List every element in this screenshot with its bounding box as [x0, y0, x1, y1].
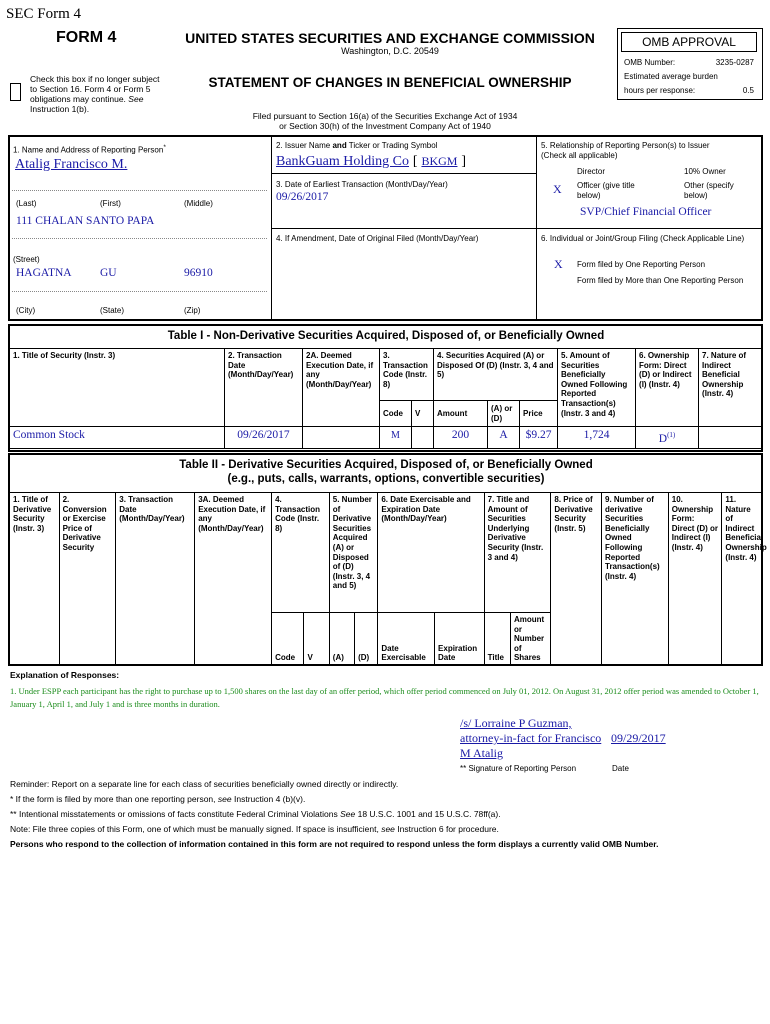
note-2-b: 18 U.S.C. 1001 and 15 U.S.C. 78ff(a). [357, 809, 501, 819]
note-3-a: Note: File three copies of this Form, one of which must be manually signed. If space is insufficient, [10, 824, 379, 834]
checkbox-see: See [128, 94, 144, 104]
note-1-b: Instruction 4 (b)(v). [234, 794, 306, 804]
t1-h-ownership-form: 6. Ownership Form: Direct (D) or Indirect (I) (Instr. 4) [636, 349, 699, 427]
t2-sub-exercisable: Date Exercisable [378, 613, 435, 666]
box4-label: 4. If Amendment, Date of Original Filed (Month/Day/Year) [276, 234, 479, 243]
omb-hours-label: hours per response: [624, 86, 696, 95]
form-label: FORM 4 [56, 29, 117, 46]
t2-sub-amount: Amount or Number of Shares [510, 613, 550, 666]
issuer-line [276, 152, 466, 170]
t1-row-nature [699, 427, 763, 449]
t1-row-amount: 200 [434, 427, 488, 449]
signature-label: ** Signature of Reporting Person [460, 764, 577, 773]
footnote-1: 1. Under ESPP each participant has the right to purchase up to 1,500 shares on the last day of an offer period, which offer period commenced on July 01, 2012. On August 31, 2012 offer period was amended to October 1, January 1, April 1, and July 1 and is three months in duration. [10, 686, 759, 709]
table2-title-2: (e.g., puts, calls, warrants, options, convertible securities) [227, 473, 545, 485]
t1-row-ad: A [488, 427, 520, 449]
one-person-check-mark: X [554, 257, 563, 271]
city-value: HAGATNA [16, 267, 72, 279]
other-option: Other (specify below) [684, 181, 734, 200]
t1-row-title: Common Stock [10, 427, 225, 449]
t1-h-securities: 4. Securities Acquired (A) or Disposed Of (D) (Instr. 3, 4 and 5) [434, 349, 558, 401]
statement-title: STATEMENT OF CHANGES IN BENEFICIAL OWNERSHIP [208, 75, 572, 90]
director-option: Director [577, 167, 606, 176]
filed-pursuant [180, 111, 590, 131]
filed-line-1: Filed pursuant to Section 16(a) of the Securities Exchange Act of 1934 [252, 111, 518, 121]
box5-label-1: 5. Relationship of Reporting Person(s) to Issuer [541, 141, 710, 150]
explanation-heading: Explanation of Responses: [10, 670, 120, 680]
signature-date: 09/29/2017 [611, 731, 666, 745]
t2-sub-code: Code [272, 613, 304, 666]
omb-burden-label: Estimated average burden [624, 72, 718, 81]
t2-h-deemed: 3A. Deemed Execution Date, if any (Month/Day/Year) [195, 493, 272, 666]
officer-check-mark: X [553, 182, 562, 196]
t1-h-code: 3. Transaction Code (Instr. 8) [380, 349, 434, 401]
note-3-see: see [381, 824, 395, 834]
signature[interactable] [460, 716, 601, 761]
omb-approval-box [617, 28, 763, 100]
signature-line-1: /s/ Lorraine P Guzman, [460, 716, 572, 730]
note-2-a: ** Intentional misstatements or omissions of facts constitute Federal Criminal Violations [10, 809, 338, 819]
table2 [9, 492, 767, 666]
issuer-name[interactable]: BankGuam Holding Co [276, 154, 409, 169]
t1-sub-code: Code [380, 401, 412, 427]
t2-h-owned: 9. Number of derivative Securities Beneficially Owned Following Reported Transaction(s) (Instr. 4) [602, 493, 669, 666]
t1-row-form-value: D [658, 432, 668, 445]
agency-city: Washington, D.C. 20549 [341, 46, 439, 56]
street-label: (Street) [13, 255, 40, 264]
checkbox-text: Check this box if no longer subject to Section 16. Form 4 or Form 5 obligations may continue. [30, 74, 160, 104]
t2-sub-a: (A) [329, 613, 354, 666]
last-label: (Last) [16, 199, 37, 208]
t1-sub-v: V [412, 401, 434, 427]
box2-label-and: and [332, 141, 347, 150]
t2-h-title: 1. Title of Derivative Security (Instr. 3) [10, 493, 60, 666]
t1-row-v [412, 427, 434, 449]
t1-sub-price: Price [520, 401, 558, 427]
t1-sub-amount: Amount [434, 401, 488, 427]
t1-row-deemed [303, 427, 380, 449]
t1-sub-ad: (A) or (D) [488, 401, 520, 427]
note-4: Persons who respond to the collection of information contained in this form are not required to respond unless the form displays a currently valid OMB Number. [10, 839, 659, 849]
t1-h-date: 2. Transaction Date (Month/Day/Year) [225, 349, 303, 427]
omb-hours-value: 0.5 [742, 86, 754, 95]
signature-line-3: M Atalig [460, 746, 504, 760]
filed-line-2: or Section 30(h) of the Investment Company Act of 1940 [279, 121, 491, 131]
box2-label-b: Ticker or Trading Symbol [348, 141, 438, 150]
table1-title: Table I - Non-Derivative Securities Acquired, Disposed of, or Beneficially Owned [167, 330, 605, 342]
signature-line-2: attorney-in-fact for Francisco [460, 731, 602, 745]
t1-h-title: 1. Title of Security (Instr. 3) [10, 349, 225, 427]
omb-title: OMB APPROVAL [621, 32, 757, 52]
t1-h-amount-owned: 5. Amount of Securities Beneficially Owned Following Reported Transaction(s) (Instr. 3 and 4) [558, 349, 636, 427]
box3-label: 3. Date of Earliest Transaction (Month/Day/Year) [276, 180, 448, 189]
note-1-a: * If the form is filed by more than one reporting person, [10, 794, 216, 804]
t1-h-nature: 7. Nature of Indirect Beneficial Ownership (Instr. 4) [699, 349, 763, 427]
t1-h-deemed: 2A. Deemed Execution Date, if any (Month/Day/Year) [303, 349, 380, 427]
note-3-b: Instruction 6 for procedure. [397, 824, 499, 834]
box6-label: 6. Individual or Joint/Group Filing (Check Applicable Line) [541, 234, 745, 243]
t2-sub-v: V [304, 613, 329, 666]
t1-row-code: M [380, 427, 412, 449]
t2-h-date: 3. Transaction Date (Month/Day/Year) [116, 493, 195, 666]
box1-label [13, 143, 166, 155]
ten-pct-owner-option: 10% Owner [684, 167, 726, 176]
box2-label-a: 2. Issuer Name [276, 141, 331, 150]
t2-h-conversion: 2. Conversion or Exercise Price of Derivative Security [59, 493, 116, 666]
t1-row-price: $9.27 [520, 427, 558, 449]
t1-row-form [636, 427, 699, 449]
t1-row-date: 09/26/2017 [225, 427, 303, 449]
t2-h-exercisable: 6. Date Exercisable and Expiration Date (Month/Day/Year) [378, 493, 484, 613]
city-label: (City) [16, 306, 36, 315]
box5-label [541, 141, 761, 160]
ticker-open: [ [412, 154, 418, 169]
t2-h-ownership-form: 10. Ownership Form: Direct (D) or Indirect (I) (Instr. 4) [668, 493, 722, 666]
more-person-option: Form filed by More than One Reporting Person [577, 276, 744, 285]
street-value: 111 CHALAN SANTO PAPA [16, 215, 155, 227]
reporting-person-name[interactable]: Atalig Francisco M. [15, 157, 128, 172]
earliest-transaction-date: 09/26/2017 [276, 191, 329, 203]
zip-label: (Zip) [184, 306, 201, 315]
ticker-close: ] [461, 154, 467, 169]
one-person-option: Form filed by One Reporting Person [577, 260, 706, 269]
middle-label: (Middle) [184, 199, 213, 208]
box5-label-2: (Check all applicable) [541, 150, 618, 160]
state-label: (State) [100, 306, 125, 315]
officer-option: Officer (give title below) [577, 181, 635, 200]
box1-label-text: 1. Name and Address of Reporting Person [13, 145, 164, 155]
document-title: SEC Form 4 [6, 6, 82, 22]
state-value: GU [100, 267, 117, 279]
note-2-see: See [340, 809, 356, 819]
box2-label [276, 141, 437, 151]
omb-number-label: OMB Number: [624, 58, 676, 67]
zip-value: 96910 [184, 267, 213, 279]
t1-row-owned: 1,724 [558, 427, 636, 449]
note-1 [10, 792, 765, 807]
first-label: (First) [100, 199, 121, 208]
t2-h-number: 5. Number of Derivative Securities Acquired (A) or Disposed of (D) (Instr. 3, 4 and 5) [329, 493, 378, 613]
t2-sub-expiration: Expiration Date [435, 613, 485, 666]
checkbox-label [30, 74, 162, 114]
box1-label-mark: * [163, 144, 166, 151]
t1-row-form-footnote: (1) [667, 431, 676, 439]
table-row [10, 427, 763, 449]
note-reminder: Reminder: Report on a separate line for each class of securities beneficially owned directly or indirectly. [10, 779, 399, 789]
checkbox-instr: Instruction 1(b). [30, 104, 90, 114]
t2-h-underlying: 7. Title and Amount of Securities Underlying Derivative Security (Instr. 3 and 4) [484, 493, 551, 613]
table1 [9, 348, 763, 449]
t2-h-nature: 11. Nature of Indirect Beneficial Ownership (Instr. 4) [722, 493, 762, 666]
note-2 [10, 807, 765, 822]
t2-sub-title: Title [484, 613, 510, 666]
table2-title [10, 458, 762, 486]
omb-number-value: 3235-0287 [715, 58, 754, 67]
officer-title: SVP/Chief Financial Officer [580, 206, 712, 218]
note-3 [10, 822, 765, 837]
note-1-see: see [217, 794, 232, 804]
t2-h-code: 4. Transaction Code (Instr. 8) [272, 493, 330, 613]
notes [10, 777, 765, 852]
ticker-symbol[interactable]: BKGM [421, 154, 458, 168]
t2-h-price: 8. Price of Derivative Security (Instr. 5) [551, 493, 602, 666]
t2-sub-d: (D) [355, 613, 378, 666]
table2-title-1: Table II - Derivative Securities Acquired, Disposed of, or Beneficially Owned [179, 459, 593, 471]
agency-name: UNITED STATES SECURITIES AND EXCHANGE COMMISSION [185, 30, 595, 46]
date-label: Date [612, 764, 629, 773]
no-longer-subject-checkbox[interactable] [10, 83, 21, 101]
